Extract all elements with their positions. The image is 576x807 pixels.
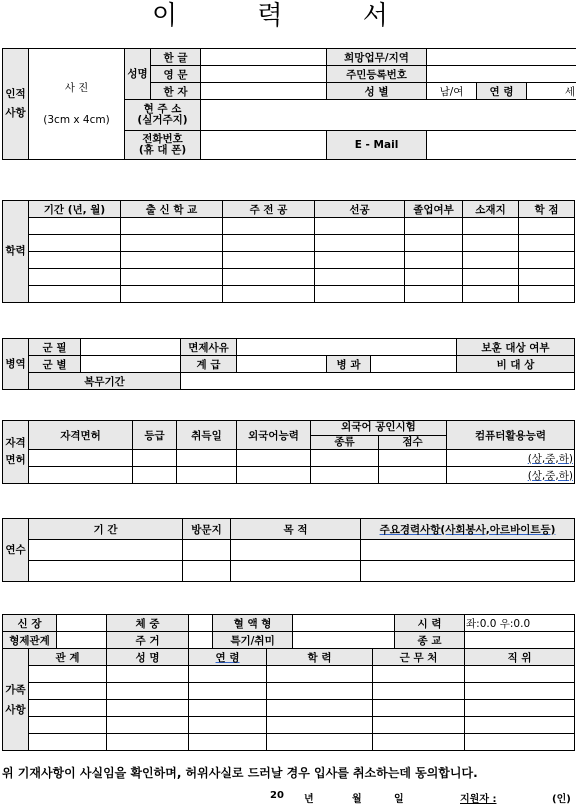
label-phone: 전화번호 (휴 대 폰) [125, 131, 201, 160]
section-personal: 인적사항 [3, 49, 29, 160]
lic-header-test-score: 점수 [379, 435, 447, 450]
label-service-period: 복무기간 [29, 373, 181, 390]
table-row [3, 700, 575, 717]
table-row [3, 540, 575, 561]
applicant-label: 지원자 : [460, 794, 497, 805]
field-phone[interactable] [201, 131, 327, 160]
table-row [3, 734, 575, 751]
label-height: 신 장 [3, 615, 57, 632]
photo-size: (3cm x 4cm) [43, 114, 110, 126]
photo-box[interactable] [29, 49, 125, 160]
field-military-type[interactable] [81, 356, 181, 373]
label-hanja: 한 자 [151, 83, 201, 100]
computer-level[interactable]: (상,중,하) [447, 467, 575, 484]
section-military: 병역 [3, 339, 29, 390]
field-korean[interactable] [201, 49, 327, 66]
edu-header-location: 소재지 [463, 201, 519, 218]
military-table [2, 338, 575, 390]
fam-header-workplace: 근 무 처 [373, 649, 465, 666]
field-email[interactable] [427, 131, 576, 160]
education-table [2, 200, 575, 303]
train-header-place: 방문지 [183, 519, 231, 540]
field-address[interactable] [201, 100, 576, 131]
label-military-type: 군 별 [29, 356, 81, 373]
field-housing[interactable] [189, 632, 213, 649]
field-service-period[interactable] [181, 373, 575, 390]
label-housing: 주 거 [107, 632, 189, 649]
lic-header-computer: 컴퓨터활용능력 [447, 421, 575, 450]
field-hobby[interactable] [293, 632, 395, 649]
lic-header-license: 자격면허 [29, 421, 133, 450]
field-resident-no[interactable] [427, 66, 576, 83]
edu-header-graduation: 졸업여부 [405, 201, 463, 218]
label-religion: 종 교 [395, 632, 465, 649]
year-label: 년 [304, 794, 314, 805]
year-prefix: 20 [270, 790, 284, 801]
field-age[interactable]: 세 [527, 83, 576, 100]
field-height[interactable] [57, 615, 107, 632]
field-gender[interactable]: 남/여 [427, 83, 477, 100]
label-gender: 성 별 [327, 83, 427, 100]
table-row [3, 235, 575, 252]
table-row [3, 683, 575, 700]
label-vision: 시 력 [395, 615, 465, 632]
section-family: 가족사항 [3, 649, 29, 751]
edu-header-minor: 선공 [315, 201, 405, 218]
section-education: 학력 [3, 201, 29, 303]
consent-statement: 위 기재사항이 사실임을 확인하며, 허위사실로 드러날 경우 입사를 취소하는데 동의합니다. [2, 766, 478, 780]
table-row [3, 561, 575, 582]
label-veteran: 보훈 대상 여부 [457, 339, 575, 356]
label-desired-job: 희망업무/지역 [327, 49, 427, 66]
fam-header-relation: 관 계 [29, 649, 107, 666]
label-rank: 계 급 [181, 356, 237, 373]
label-resident-no: 주민등록번호 [327, 66, 427, 83]
label-hobby: 특기/취미 [213, 632, 293, 649]
lic-header-date: 취득일 [177, 421, 237, 450]
table-row [3, 467, 575, 484]
table-row [3, 269, 575, 286]
train-header-period: 기 간 [29, 519, 183, 540]
section-training: 연수 [3, 519, 29, 582]
label-age: 연 령 [477, 83, 527, 100]
table-row [3, 252, 575, 269]
label-nonveteran: 비 대 상 [457, 356, 575, 373]
label-exemption: 면제사유 [181, 339, 237, 356]
field-religion[interactable] [465, 632, 575, 649]
label-military-branch: 군 필 [29, 339, 81, 356]
field-english[interactable] [201, 66, 327, 83]
label-blood: 혈 액 형 [213, 615, 293, 632]
table-row [3, 286, 575, 303]
field-hanja[interactable] [201, 83, 327, 100]
fam-header-name: 성 명 [107, 649, 189, 666]
license-table [2, 420, 575, 484]
table-row [3, 218, 575, 235]
seal-label: (인) [552, 794, 571, 805]
table-row [3, 450, 575, 467]
fam-header-age: 연 령 [189, 649, 267, 666]
field-siblings[interactable] [57, 632, 107, 649]
personal-info-table [2, 48, 576, 160]
edu-header-period: 기간 (년, 월) [29, 201, 121, 218]
field-exemption[interactable] [237, 339, 457, 356]
fam-header-position: 직 위 [465, 649, 575, 666]
label-address: 현 주 소 (실거주지) [125, 100, 201, 131]
computer-level[interactable]: (상,중,하) [447, 450, 575, 467]
field-arm[interactable] [371, 356, 457, 373]
section-license: 자격면허 [3, 421, 29, 484]
train-header-career: 주요경력사항(사회봉사,아르바이트등) [361, 519, 575, 540]
field-military-branch[interactable] [81, 339, 181, 356]
table-row [3, 717, 575, 734]
lic-header-grade: 등급 [133, 421, 177, 450]
field-vision[interactable]: 좌:0.0 우:0.0 [465, 615, 575, 632]
page-title: 이 력 서 [152, 1, 424, 31]
field-weight[interactable] [189, 615, 213, 632]
label-email: E - Mail [327, 131, 427, 160]
lic-header-test-type: 종류 [311, 435, 379, 450]
lic-header-test: 외국어 공인시험 [311, 421, 447, 436]
training-table [2, 518, 575, 582]
field-desired-job[interactable] [427, 49, 576, 66]
edu-header-major: 주 전 공 [223, 201, 315, 218]
edu-header-school: 출 신 학 교 [121, 201, 223, 218]
label-english: 영 문 [151, 66, 201, 83]
lic-header-language: 외국어능력 [237, 421, 311, 450]
name-label: 성명 [125, 49, 151, 100]
edu-header-gpa: 학 점 [519, 201, 575, 218]
photo-label: 사 진 [64, 82, 89, 94]
label-weight: 체 중 [107, 615, 189, 632]
field-blood[interactable] [293, 615, 395, 632]
table-row [3, 666, 575, 683]
label-siblings: 형제관계 [3, 632, 57, 649]
label-korean: 한 글 [151, 49, 201, 66]
family-table [2, 614, 575, 751]
field-rank[interactable] [237, 356, 327, 373]
day-label: 일 [394, 794, 404, 805]
train-header-purpose: 목 적 [231, 519, 361, 540]
label-arm: 병 과 [327, 356, 371, 373]
fam-header-education: 학 력 [267, 649, 373, 666]
month-label: 월 [352, 794, 362, 805]
